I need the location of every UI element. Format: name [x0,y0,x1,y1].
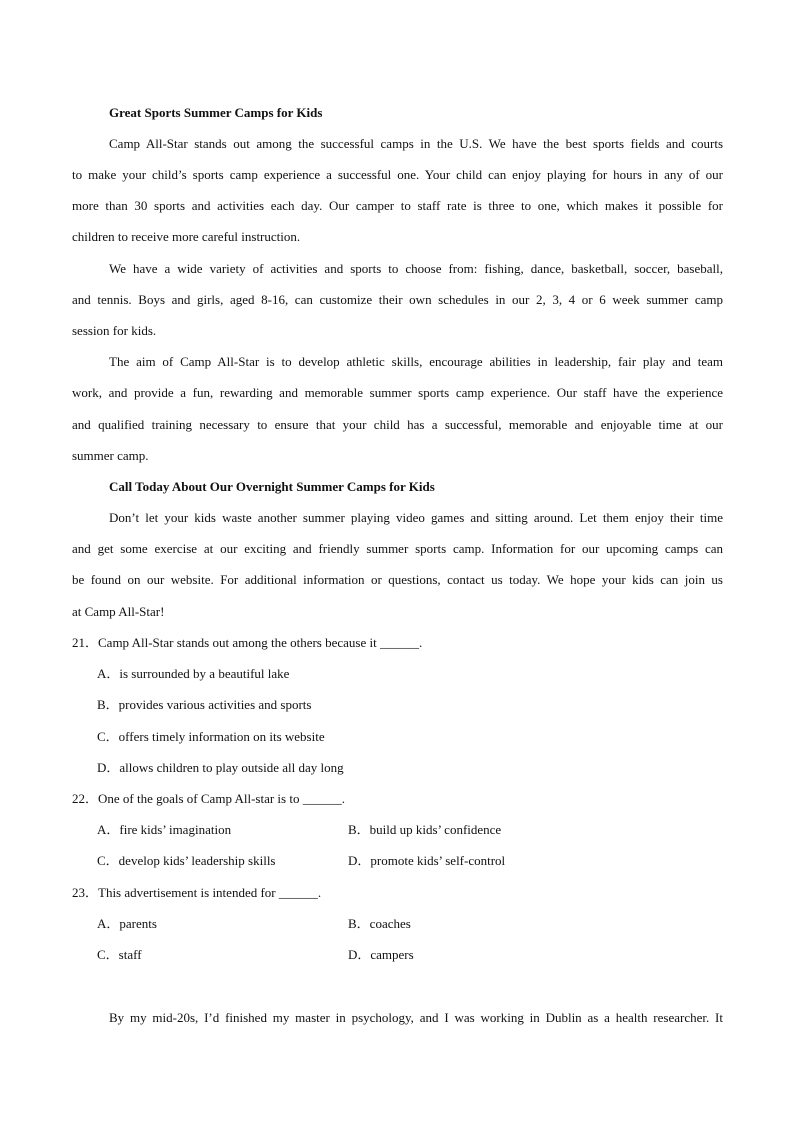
paragraph-1-line-4: children to receive more careful instruction. [72,229,301,244]
paragraph-2-line-3: session for kids. [72,323,157,338]
question-22-option-c: C．develop kids’ leadership skills [97,853,276,868]
question-22-option-a: A．fire kids’ imagination [97,822,232,837]
question-23-option-a: A．parents [97,916,157,931]
question-22-stem: 22．One of the goals of Camp All-star is to ______. [72,791,345,806]
question-23-stem: 23．This advertisement is intended for ______. [72,885,322,900]
paragraph-4-line-3: be found on our website. For additional information or questions, contact us today. We hope your kids can join us [72,572,723,587]
question-23-option-d: D．campers [348,947,414,962]
paragraph-3-line-3: and qualified training necessary to ensure that your child has a successful, memorable and enjoyable time at our [72,417,723,432]
paragraph-1-line-1: Camp All-Star stands out among the successful camps in the U.S. We have the best sports fields and courts [109,136,723,151]
paragraph-1-line-3: more than 30 sports and activities each day. Our camper to staff rate is three to one, which makes it possible for [72,198,723,213]
paragraph-3-line-1: The aim of Camp All-Star is to develop athletic skills, encourage abilities in leadership, fair play and team [109,354,723,369]
question-22-option-d: D．promote kids’ self-control [348,853,506,868]
question-23-option-b: B．coaches [348,916,411,931]
paragraph-3-line-4: summer camp. [72,448,149,463]
paragraph-4-line-1: Don’t let your kids waste another summer playing video games and sitting around. Let them enjoy their time [109,510,723,525]
paragraph-4-line-2: and get some exercise at our exciting and friendly summer sports camp. Information for our upcoming camps can [72,541,723,556]
paragraph-2-line-2: and tennis. Boys and girls, aged 8-16, can customize their own schedules in our 2, 3, 4 or 6 week summer camp [72,292,723,307]
section-heading: Call Today About Our Overnight Summer Camps for Kids [109,479,435,494]
question-23-option-c: C．staff [97,947,142,962]
paragraph-4-line-4: at Camp All-Star! [72,604,165,619]
passage-heading: Great Sports Summer Camps for Kids [109,105,323,120]
paragraph-1-line-2: to make your child’s sports camp experience a successful one. Your child can enjoy playing for hours in any of our [72,167,723,182]
question-21-option-b: B．provides various activities and sports [97,697,312,712]
question-21-option-d: D．allows children to play outside all day long [97,760,344,775]
question-22-option-b: B．build up kids’ confidence [348,822,502,837]
question-21-stem: 21．Camp All-Star stands out among the others because it ______. [72,635,423,650]
question-21-option-a: A．is surrounded by a beautiful lake [97,666,290,681]
paragraph-3-line-2: work, and provide a fun, rewarding and memorable summer sports camp experience. Our staff have the experience [72,385,723,400]
paragraph-2-line-1: We have a wide variety of activities and sports to choose from: fishing, dance, basketball, soccer, baseball, [109,261,723,276]
next-passage-line-1: By my mid-20s, I’d finished my master in psychology, and I was working in Dublin as a health researcher. It [109,1010,723,1025]
question-21-option-c: C．offers timely information on its website [97,729,325,744]
